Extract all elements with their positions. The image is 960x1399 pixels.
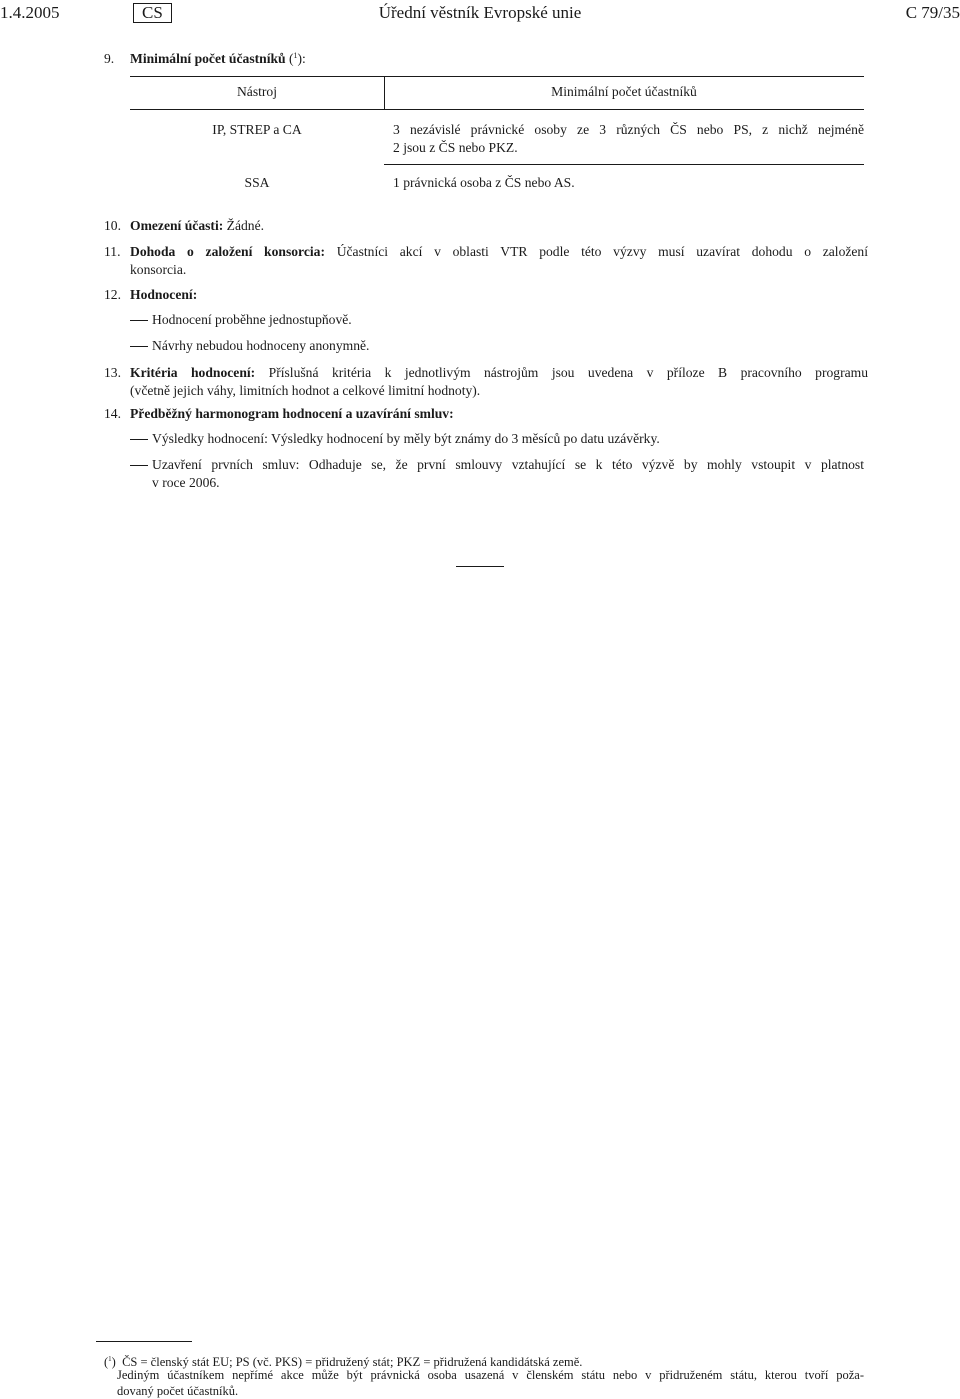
item-10-label: Omezení účasti:	[130, 218, 224, 233]
item-11-line1: 11. Dohoda o založení konsorcia: Účastníci akcí v oblasti VTR podle této výzvy musí uzavírat dohodu o založení	[104, 244, 869, 259]
journal-title: Úřední věstník Evropské unie	[378, 3, 582, 22]
dash-bullet	[130, 346, 148, 347]
item-12: 12. Hodnocení:	[104, 287, 198, 302]
table-row-2-value: 1 právnická osoba z ČS nebo AS.	[393, 175, 575, 190]
page-number: C 79/35	[905, 3, 960, 22]
section-9-title: Minimální počet účastníků	[130, 51, 286, 66]
table-head-min-participants: Minimální počet účastníků	[551, 84, 697, 99]
item-14-bullet-2-line1: Uzavření prvních smluv: Odhaduje se, že první smlouvy vztahující se k této výzvě by mohly vstoupit v platnost	[152, 457, 864, 472]
item-11-label: Dohoda o založení konsorcia:	[130, 244, 325, 259]
item-11-text: Účastníci akcí v oblasti VTR podle této výzvy musí uzavírat dohodu o založení	[336, 244, 869, 259]
table-row-1-instrument: IP, STREP a CA	[212, 122, 302, 137]
table-row-1-value-line1: 3 nezávislé právnické osoby ze 3 různých ČS nebo PS, z nichž nejméně	[393, 122, 864, 137]
item-14-bullet-1: Výsledky hodnocení: Výsledky hodnocení by měly být známy do 3 měsíců po datu uzávěrky.	[152, 431, 660, 446]
footnote-line2: Jediným účastníkem nepřímé akce může být právnická osoba usazená v členském státu nebo v přidruženém státu, kterou tvoří poža-	[117, 1368, 864, 1382]
dash-bullet	[130, 439, 148, 440]
item-12-label: Hodnocení:	[130, 287, 198, 302]
item-13-text: Příslušná kritéria k jednotlivým nástrojům jsou uvedena v příloze B pracovního programu	[268, 365, 869, 380]
header-date: 1.4.2005	[0, 3, 60, 22]
language-badge: CS	[133, 3, 172, 23]
section-9-number: 9.	[104, 51, 115, 66]
item-10: 10. Omezení účasti: Žádné.	[104, 218, 265, 233]
footnote-line3: dovaný počet účastníků.	[117, 1384, 239, 1398]
item-13-label: Kritéria hodnocení:	[130, 365, 256, 380]
section-9-heading: 9. Minimální počet účastníků ($^1$):	[104, 51, 306, 66]
item-14-bullet-2-line2: v roce 2006.	[152, 475, 220, 490]
item-11-line2: konsorcia.	[130, 262, 187, 277]
table-row-1-value-line2: 2 jsou z ČS nebo PKZ.	[393, 140, 518, 155]
footnote-ref: 1	[293, 51, 298, 60]
item-12-bullet-2: Návrhy nebudou hodnoceny anonymně.	[152, 338, 370, 353]
dash-bullet	[130, 320, 148, 321]
item-14-label: Předběžný harmonogram hodnocení a uzavírání smluv:	[130, 406, 454, 421]
table-row-2-instrument: SSA	[244, 175, 270, 190]
end-rule	[456, 566, 504, 567]
footnote-line1: ($^1$) ČS = členský stát EU; PS (vč. PKS) = přidružený stát; PKZ = přidružená kandidátská země.	[104, 1355, 583, 1369]
item-14: 14. Předběžný harmonogram hodnocení a uzavírání smluv:	[104, 406, 454, 421]
table-head-instrument: Nástroj	[236, 84, 278, 99]
item-12-bullet-1: Hodnocení proběhne jednostupňově.	[152, 312, 352, 327]
dash-bullet	[130, 465, 148, 466]
footnote-marker: 1	[108, 1355, 112, 1363]
footnote-separator	[96, 1341, 192, 1342]
item-13-line1: 13. Kritéria hodnocení: Příslušná kritéria k jednotlivým nástrojům jsou uvedena v příloze B pracovního programu	[104, 365, 869, 380]
footnote-text-1: ČS = členský stát EU; PS (vč. PKS) = přidružený stát; PKZ = přidružená kandidátská země.	[122, 1355, 583, 1369]
item-10-text: Žádné.	[226, 218, 265, 233]
item-13-line2: (včetně jejich váhy, limitních hodnot a celkové limitní hodnoty).	[130, 383, 481, 398]
